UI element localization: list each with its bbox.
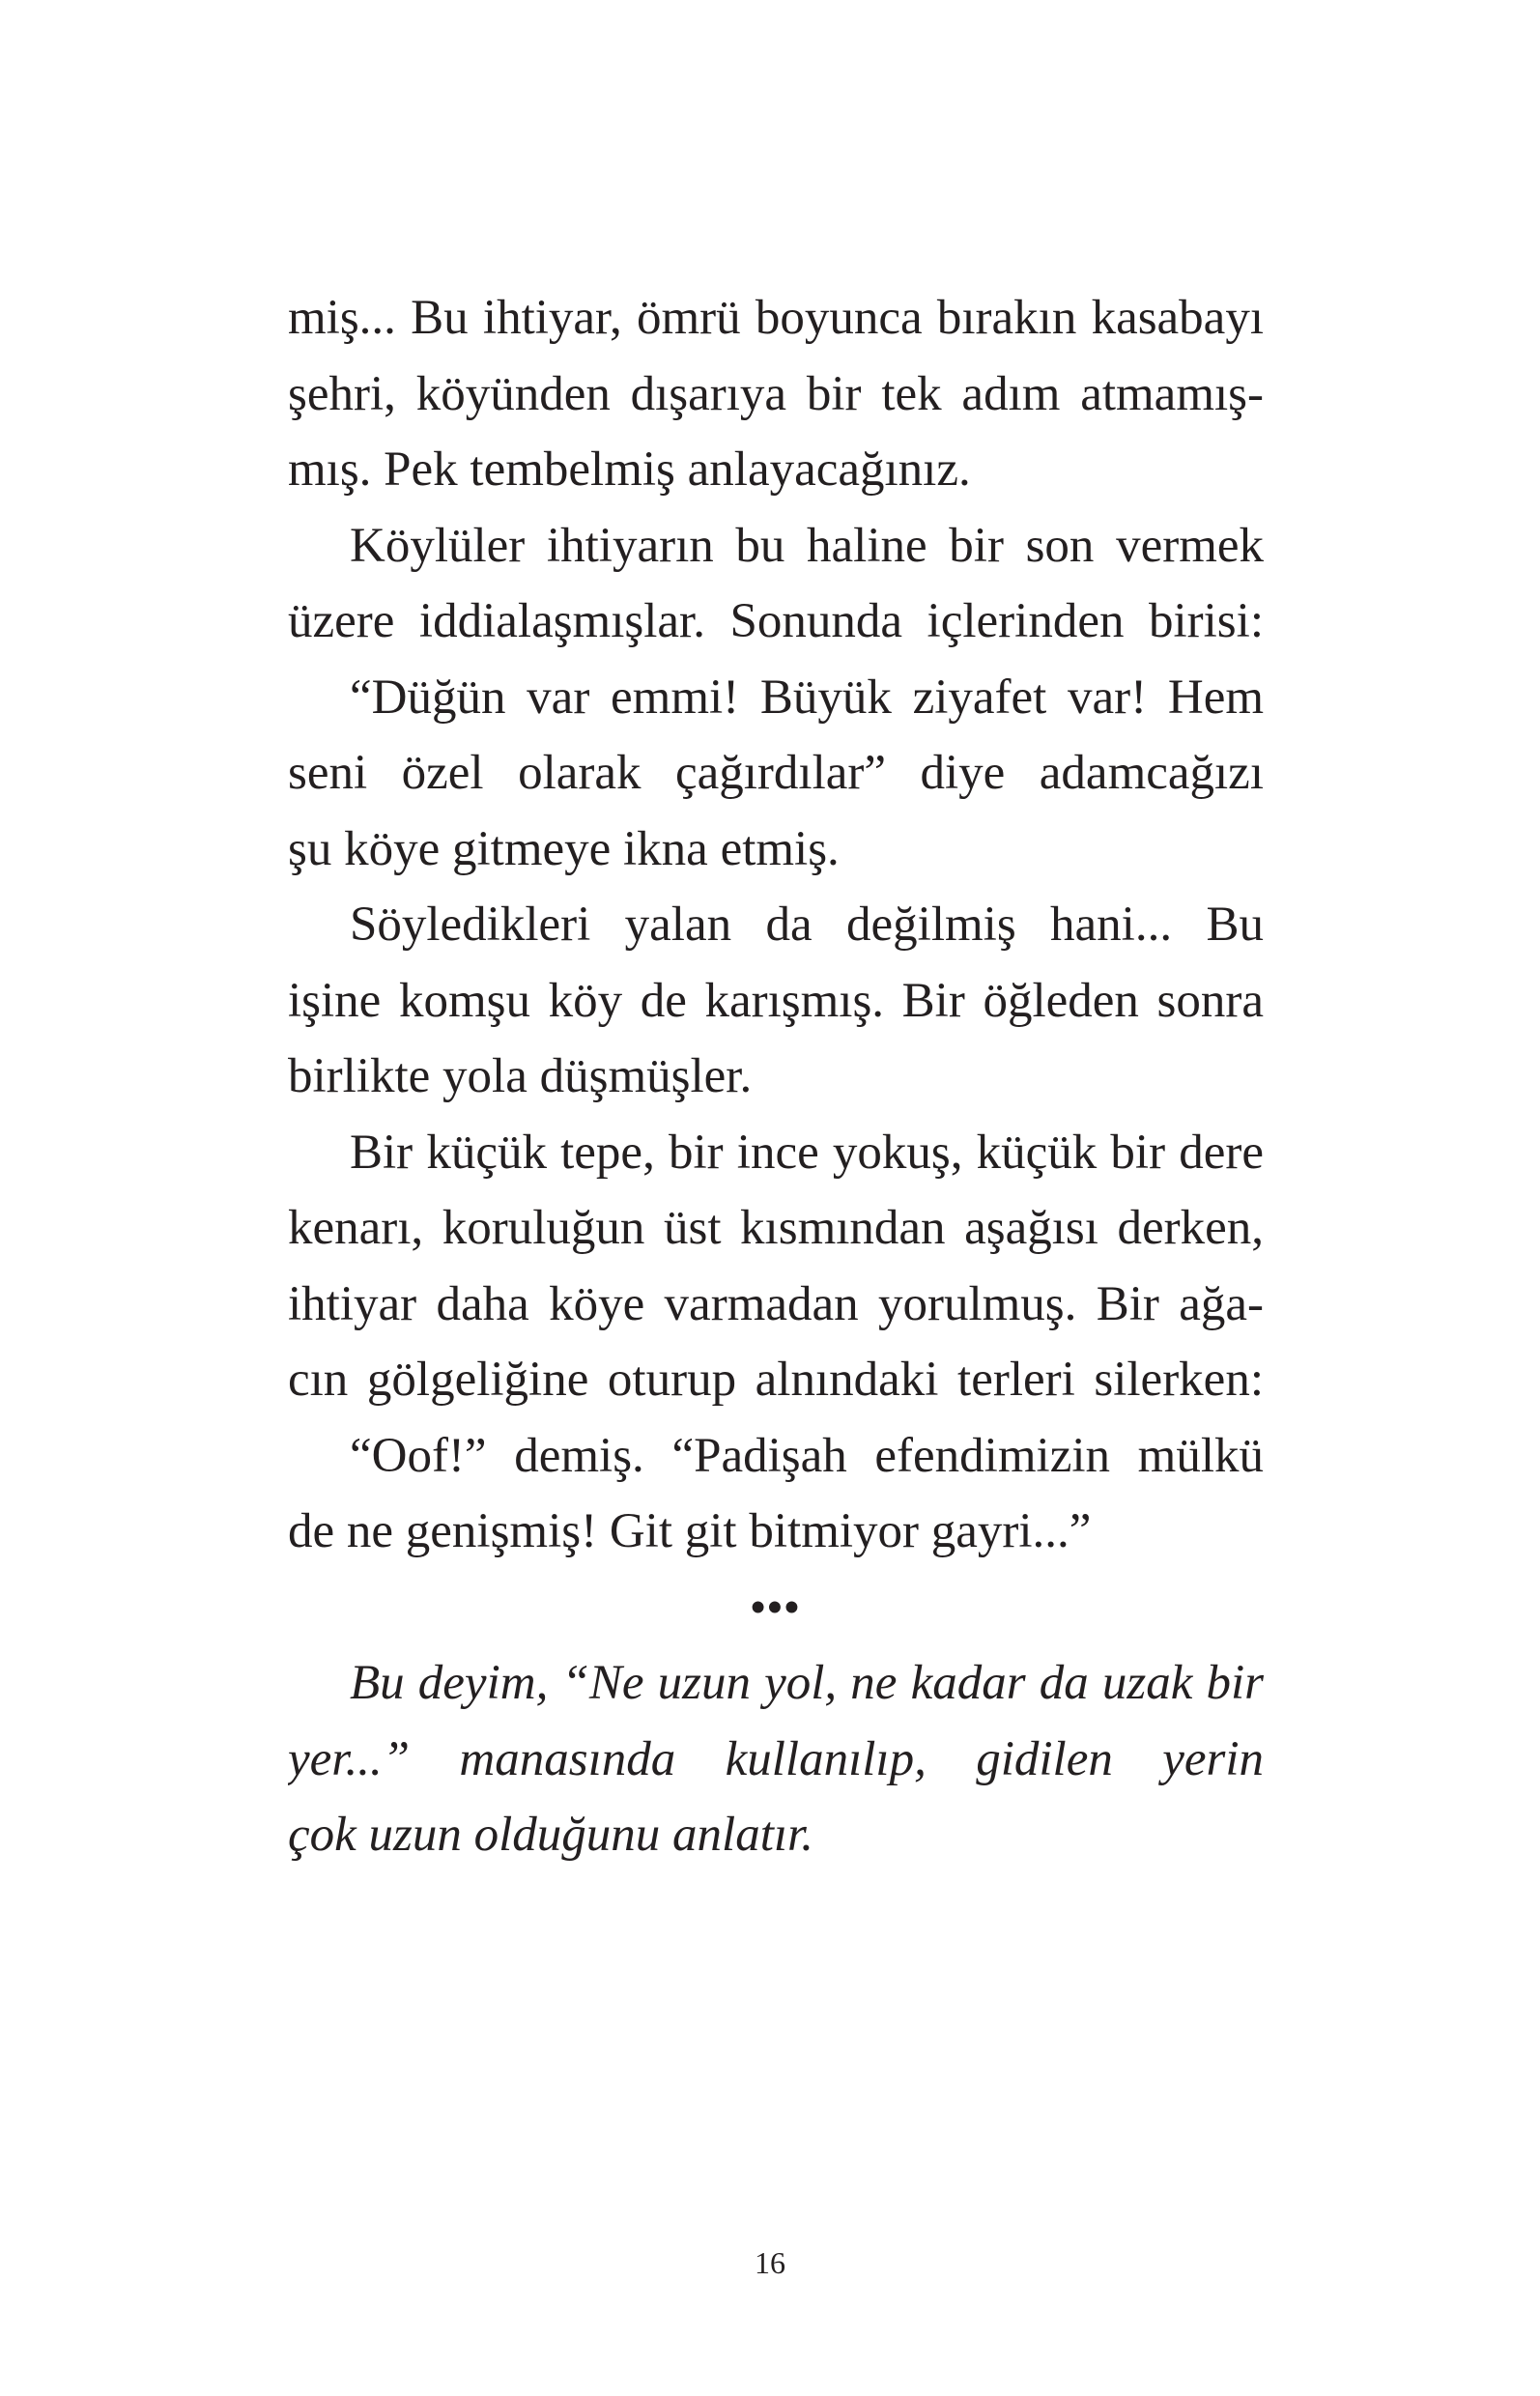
paragraph-start-line: Köylüler ihtiyarın bu haline bir son vermek (350, 518, 1264, 573)
page-body-text (288, 280, 1264, 1873)
paragraph-start-line: Bir küçük tepe, bir ince yokuş, küçük bir dere (350, 1125, 1264, 1180)
text-line: miş... Bu ihtiyar, ömrü boyunca bırakın kasabayı (288, 291, 1264, 345)
idiom-explanation-line: Bu deyim, “Ne uzun yol, ne kadar da uzak bir (350, 1656, 1264, 1710)
text-line: seni özel olarak çağırdılar” diye adamcağızı (288, 746, 1264, 800)
paragraph-start-line: “Düğün var emmi! Büyük ziyafet var! Hem (350, 670, 1264, 725)
paragraph-start-line: “Oof!” demiş. “Padişah efendimizin mülkü (350, 1428, 1264, 1483)
text-line: ihtiyar daha köye varmadan yorulmuş. Bir ağa- (288, 1276, 1264, 1331)
text-line: birlikte yola düşmüşler. (288, 1049, 753, 1103)
paragraph-start-line: Söyledikleri yalan da değilmiş hani... Bu (350, 898, 1264, 952)
text-line: cın gölgeliğine oturup alnındaki terleri silerken: (288, 1353, 1264, 1407)
idiom-explanation-line: çok uzun olduğunu anlatır. (288, 1808, 813, 1862)
page-number: 16 (755, 2245, 785, 2280)
text-line: üzere iddialaşmışlar. Sonunda içlerinden birisi: (288, 594, 1264, 648)
text-line: işine komşu köy de karışmış. Bir öğleden sonra (288, 973, 1264, 1028)
idiom-explanation-line: yer...” manasında kullanılıp, gidilen yerin (288, 1731, 1264, 1786)
text-line: şu köye gitmeye ikna etmiş. (288, 821, 840, 876)
text-line: kenarı, koruluğun üst kısmından aşağısı derken, (288, 1201, 1264, 1255)
text-line: şehri, köyünden dışarıya bir tek adım atmamış- (288, 366, 1264, 421)
text-line: de ne genişmiş! Git git bitmiyor gayri...” (288, 1504, 1092, 1558)
text-line: mış. Pek tembelmiş anlayacağınız. (288, 442, 971, 497)
section-separator: ••• (750, 1583, 802, 1631)
